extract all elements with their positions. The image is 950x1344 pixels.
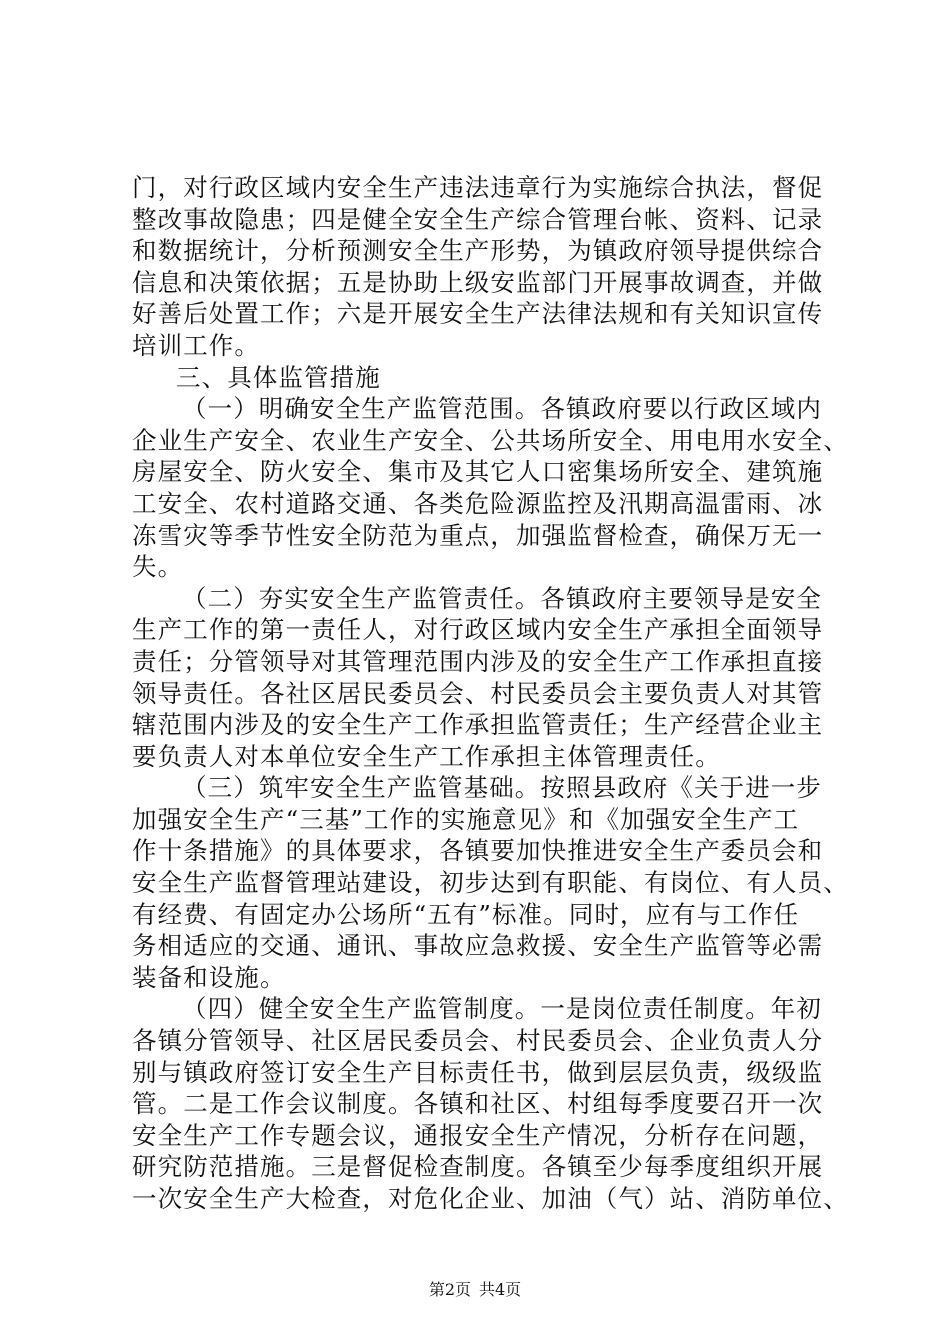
paragraph-start: （二）夯实安全生产监管责任。各镇政府主要领导是安全 (182, 583, 822, 613)
text-line: 一次安全生产大检查，对危化企业、加油（气）站、消防单位、 (132, 1184, 849, 1213)
text-line: 整改事故隐患；四是健全安全生产综合管理台帐、资料、记录 (132, 204, 824, 234)
page-total: 共4页 (479, 1280, 522, 1299)
text-line: 和数据统计，分析预测安全生产形势，为镇政府领导提供综合 (132, 236, 824, 266)
text-line: 工安全、农村道路交通、各类危险源监控及汛期高温雷雨、冰 (132, 488, 824, 518)
text-line: 务相适应的交通、通讯、事故应急救援、安全生产监管等必需 (132, 931, 824, 961)
text-line: 研究防范措施。三是督促检查制度。各镇至少每季度组织开展 (132, 1152, 824, 1182)
text-line: 企业生产安全、农业生产安全、公共场所安全、用电用水安全、 (132, 425, 849, 455)
text-line: 门，对行政区域内安全生产违法违章行为实施综合执法，督促 (132, 173, 824, 202)
text-line: 好善后处置工作；六是开展安全生产法律法规和有关知识宣传 (132, 299, 824, 329)
document-body (132, 172, 849, 1215)
text-line: 装备和设施。 (132, 962, 286, 992)
text-line: 加强安全生产“三基”工作的实施意见》和《加强安全生产工 (132, 804, 800, 834)
text-line: 别与镇政府签订安全生产目标责任书，做到层层负责，级级监 (132, 1057, 824, 1087)
text-line: 管。二是工作会议制度。各镇和社区、村组每季度要召开一次 (132, 1089, 824, 1119)
text-line: 要负责人对本单位安全生产工作承担主体管理责任。 (132, 741, 721, 771)
page-footer (0, 1280, 950, 1300)
text-line: 有经费、有固定办公场所“五有”标准。同时，应有与工作任 (132, 899, 800, 929)
text-line: 信息和决策依据；五是协助上级安监部门开展事故调查，并做 (132, 267, 824, 297)
text-line: 冻雪灾等季节性安全防范为重点，加强监督检查，确保万无一 (132, 520, 824, 550)
text-line: 房屋安全、防火安全、集市及其它人口密集场所安全、建筑施 (132, 457, 824, 487)
text-line: 各镇分管领导、社区居民委员会、村民委员会、企业负责人分 (132, 1026, 824, 1056)
text-line: 责任；分管领导对其管理范围内涉及的安全生产工作承担直接 (132, 646, 824, 676)
paragraph-start: （一）明确安全生产监管范围。各镇政府要以行政区域内 (182, 394, 822, 424)
text-line: 领导责任。各社区居民委员会、村民委员会主要负责人对其管 (132, 678, 824, 708)
text-line: 安全生产工作专题会议，通报安全生产情况，分析存在问题， (132, 1120, 824, 1150)
text-line: 辖范围内涉及的安全生产工作承担监管责任；生产经营企业主 (132, 710, 824, 740)
text-line: 培训工作。 (132, 330, 260, 360)
text-line: 失。 (132, 552, 184, 582)
text-line: 作十条措施》的具体要求，各镇要加快推进安全生产委员会和 (132, 836, 824, 866)
text-line: 生产工作的第一责任人，对行政区域内安全生产承担全面领导 (132, 615, 824, 645)
paragraph-start: （三）筑牢安全生产监管基础。按照县政府《关于进一步 (182, 773, 822, 803)
paragraph-start: （四）健全安全生产监管制度。一是岗位责任制度。年初 (182, 994, 822, 1024)
section-heading: 三、具体监管措施 (176, 362, 381, 392)
text-line: 安全生产监督管理站建设，初步达到有职能、有岗位、有人员、 (132, 868, 849, 898)
page-number: 第2页 (428, 1280, 471, 1299)
